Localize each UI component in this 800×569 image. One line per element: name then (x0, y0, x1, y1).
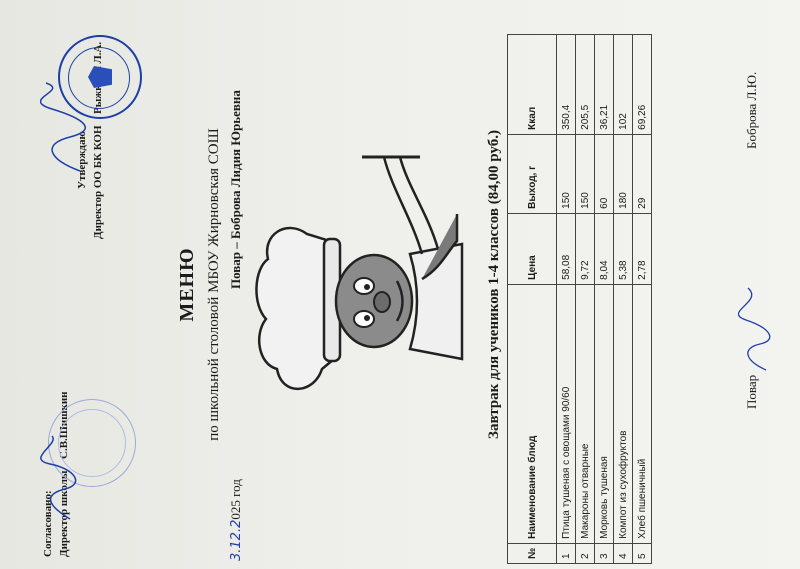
approval-right-label: Утверждаю (76, 131, 88, 189)
cell-yield: 29 (633, 134, 652, 213)
director-signature-left (40, 434, 80, 524)
chef-illustration (252, 144, 477, 419)
cell-yield: 150 (557, 134, 576, 213)
approval-left-label: Согласовано: (42, 490, 54, 557)
cook-signature (738, 284, 774, 374)
table-header-row (508, 35, 557, 564)
cell-price: 2,78 (633, 213, 652, 284)
table-row (576, 35, 595, 564)
cell-kcal: 350,4 (557, 35, 576, 135)
menu-subtitle: по школьной столовой МБОУ Жирновская СОШ (206, 128, 222, 441)
director-signature-right (40, 79, 90, 179)
cell-dish: Хлеб пшеничный (633, 284, 652, 543)
table-row (633, 35, 652, 564)
cell-dish: Макароны отварные (576, 284, 595, 543)
column-dish-name: Наименование блюд (508, 284, 557, 543)
table-row (557, 35, 576, 564)
cell-dish: Морковь тушеная (595, 284, 614, 543)
menu-date (228, 479, 244, 561)
cell-number: 2 (576, 543, 595, 563)
column-number: № (508, 543, 557, 563)
column-price: Цена (508, 213, 557, 284)
footer-cook-name: Боброва Л.Ю. (744, 71, 759, 149)
cell-number: 5 (633, 543, 652, 563)
column-kcal: Ккал (508, 35, 557, 135)
handwritten-date: 3.12.2 (229, 519, 244, 561)
meal-heading: Завтрак для учеников 1-4 классов (84,00 руб.) (486, 130, 502, 439)
cook-line: Повар – Боброва Лидия Юрьевна (228, 90, 243, 289)
cell-price: 9,72 (576, 213, 595, 284)
cell-kcal: 102 (614, 35, 633, 135)
cell-price: 5,38 (614, 213, 633, 284)
column-yield: Выход, г (508, 134, 557, 213)
cell-number: 1 (557, 543, 576, 563)
cell-dish: Компот из сухофруктов (614, 284, 633, 543)
cell-kcal: 36,21 (595, 35, 614, 135)
approval-right-position: Директор ОО БК КОН (92, 125, 104, 239)
cell-price: 8,04 (595, 213, 614, 284)
cell-number: 4 (614, 543, 633, 563)
table-row (614, 35, 633, 564)
date-suffix: 025 год (228, 479, 243, 520)
table-row (595, 35, 614, 564)
cell-number: 3 (595, 543, 614, 563)
approval-left-position: Директор школы (58, 470, 70, 557)
cell-yield: 150 (576, 134, 595, 213)
cell-yield: 180 (614, 134, 633, 213)
footer-cook-label: Повар (744, 374, 759, 409)
menu-table (507, 34, 652, 564)
cell-kcal: 69,26 (633, 35, 652, 135)
cell-price: 58,08 (557, 213, 576, 284)
cell-dish: Птица тушеная с овощами 90/60 (557, 284, 576, 543)
cell-kcal: 205,5 (576, 35, 595, 135)
approval-left-name: С.В.Шишкин (58, 391, 70, 459)
menu-title: МЕНЮ (176, 247, 198, 322)
cell-yield: 60 (595, 134, 614, 213)
